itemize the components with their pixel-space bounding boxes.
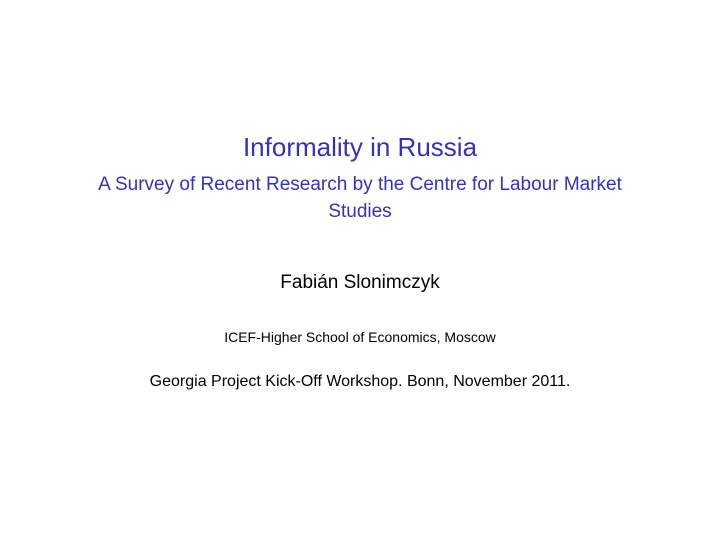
author-institute: ICEF-Higher School of Economics, Moscow — [224, 329, 496, 345]
presentation-subtitle: A Survey of Recent Research by the Centre for Labour Market Studies — [98, 174, 622, 222]
event-and-date: Georgia Project Kick-Off Workshop. Bonn, November 2011. — [149, 373, 571, 390]
author-name: Fabián Slonimczyk — [280, 272, 440, 293]
presentation-title: Informality in Russia — [242, 132, 478, 162]
